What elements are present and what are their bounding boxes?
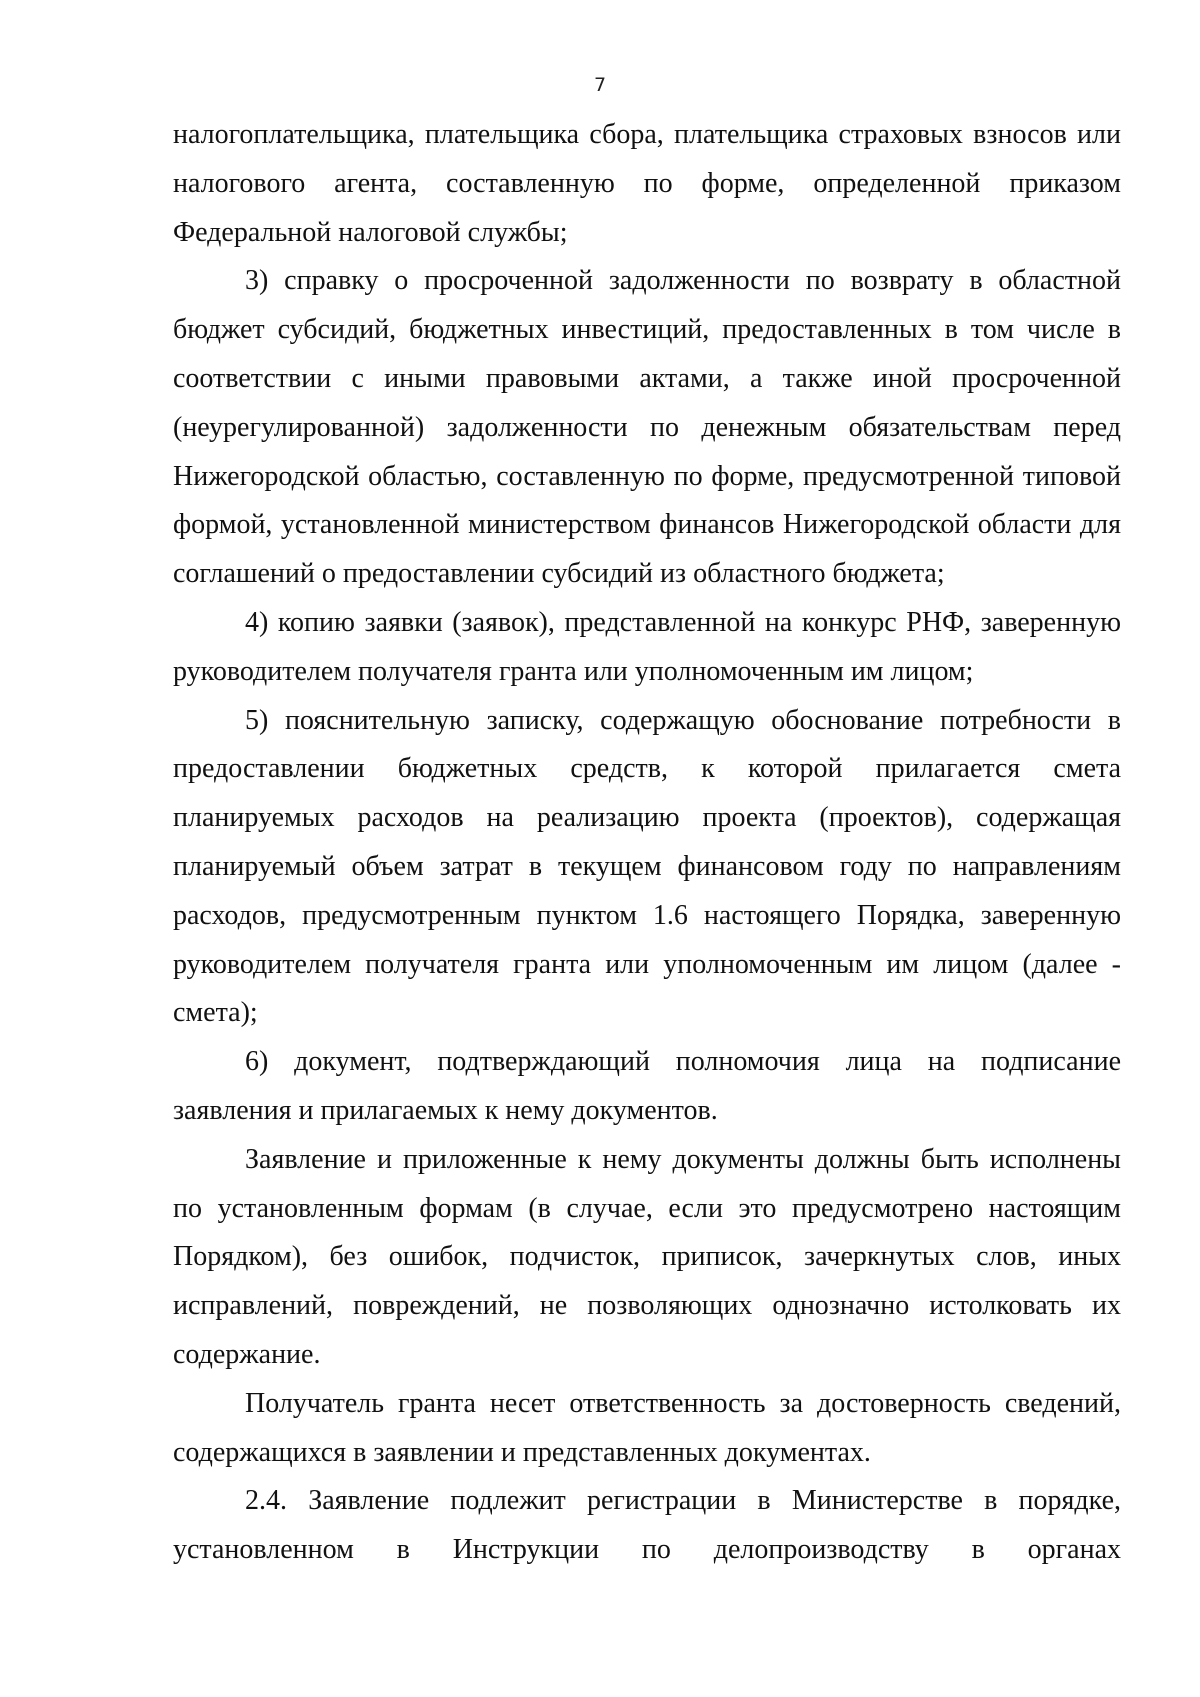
paragraph-item-5: 5) пояснительную записку, содержащую обоснование потребности в предоставлении бюджетных средств, к которой прилагается смета планируемых расходов на реализацию проекта (проектов), содержащая планируемый объем затрат в текущем финансовом году по направлениям расходов, предусмотренным пунктом 1.6 настоящего Порядка, заверенную руководителем получателя гранта или уполномоченным им лицом (далее - смета); <box>173 704 1121 1029</box>
paragraph-2-4: 2.4. Заявление подлежит регистрации в Министерстве в порядке, установленном в Инструкции по делопроизводству в органах <box>173 1485 1121 1566</box>
paragraph-responsibility: Получатель гранта несет ответственность за достоверность сведений, содержащихся в заявлении и представленных документах. <box>173 1387 1121 1468</box>
document-body <box>173 111 1121 1575</box>
paragraph-requirements: Заявление и приложенные к нему документы должны быть исполнены по установленным формам (в случае, если это предусмотрено настоящим Порядком), без ошибок, подчисток, приписок, зачеркнутых слов, иных исправлений, повреждений, не позволяющих однозначно истолковать их содержание. <box>173 1143 1121 1370</box>
paragraph-item-3: 3) справку о просроченной задолженности по возврату в областной бюджет субсидий, бюджетных инвестиций, предоставленных в том числе в соответствии с иными правовыми актами, а также иной просроченной (неурегулированной) задолженности по денежным обязательствам перед Нижегородской областью, составленную по форме, предусмотренной типовой формой, установленной министерством финансов Нижегородской области для соглашений о предоставлении субсидий из областного бюджета; <box>173 265 1121 590</box>
paragraph-item-4: 4) копию заявки (заявок), представленной на конкурс РНФ, заверенную руководителем получателя гранта или уполномоченным им лицом; <box>173 606 1121 687</box>
paragraph-continuation: налогоплательщика, плательщика сбора, плательщика страховых взносов или налогового агента, составленную по форме, определенной приказом Федеральной налоговой службы; <box>173 119 1121 248</box>
paragraph-item-6: 6) документ, подтверждающий полномочия лица на подписание заявления и прилагаемых к нему документов. <box>173 1046 1121 1126</box>
page-number: 7 <box>593 74 607 96</box>
